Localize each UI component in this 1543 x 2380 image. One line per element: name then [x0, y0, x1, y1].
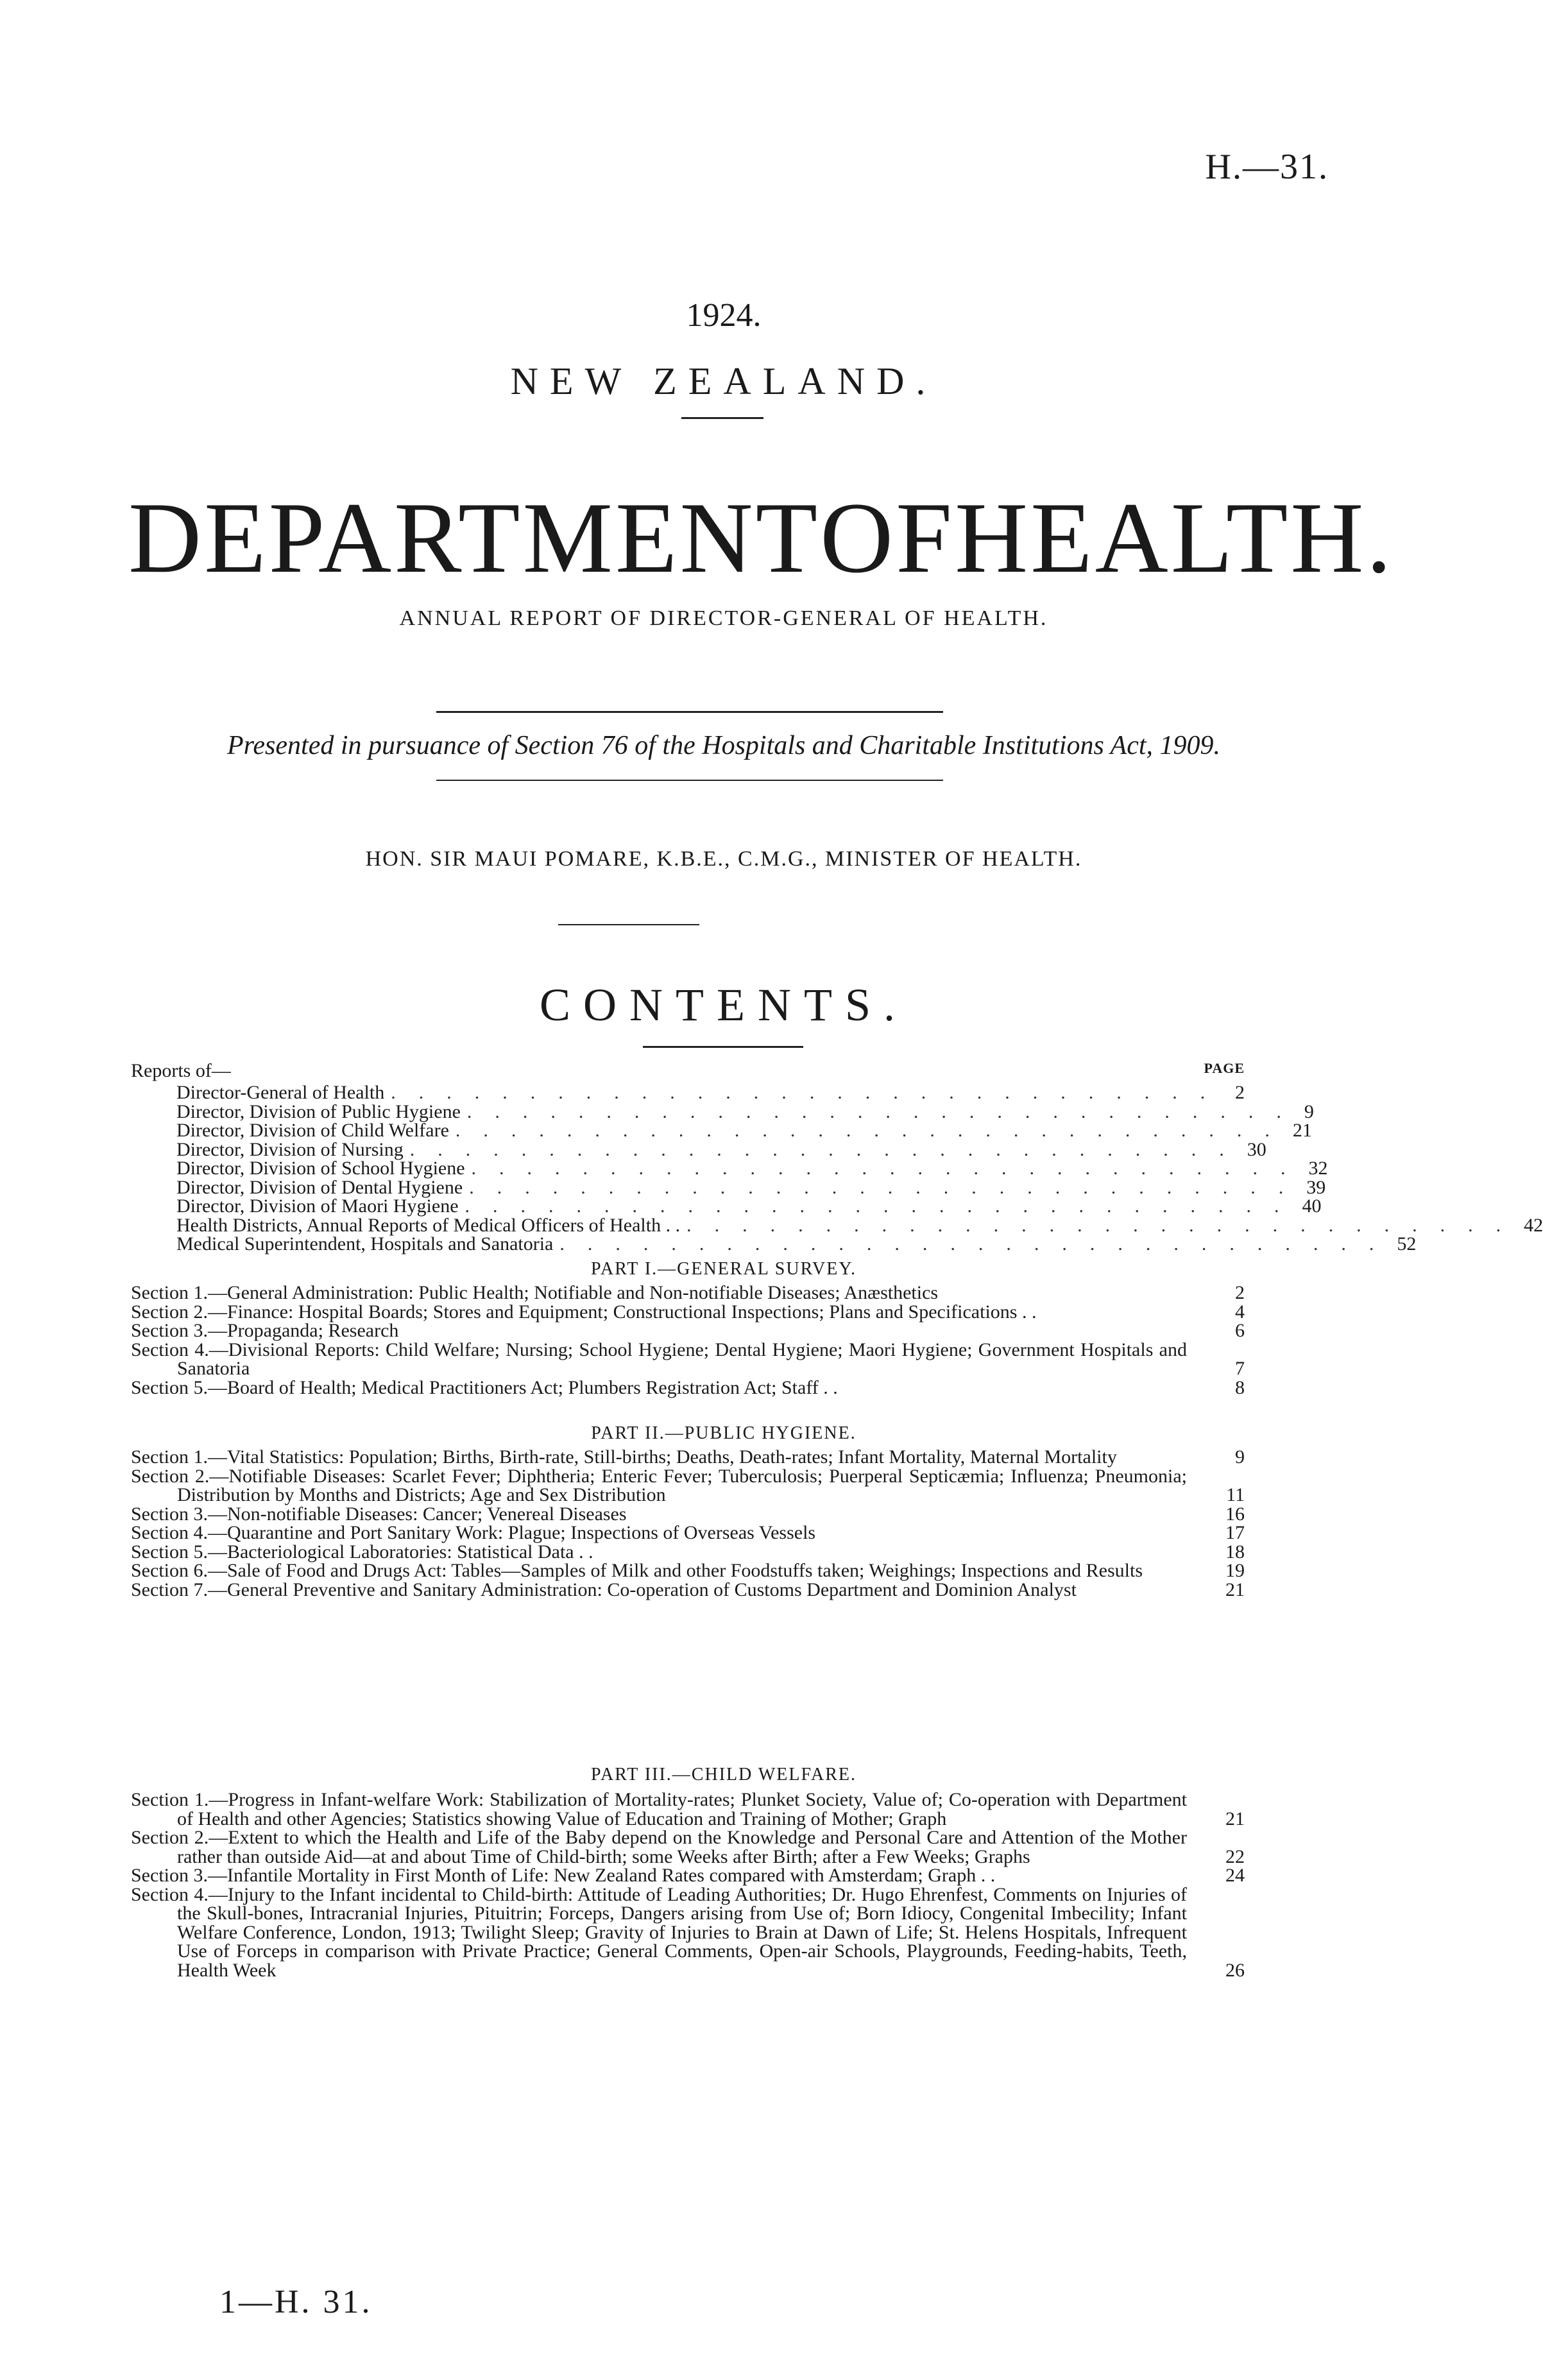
report-page: 40	[1302, 1195, 1322, 1217]
contents-title: CONTENTS.	[540, 979, 908, 1031]
report-entry: Director-General of Health .............................. 2	[176, 1082, 1245, 1103]
section-text: Section 1.—Vital Statistics: Population; Births, Birth-rate, Still-births; Deaths, Death-rates; Infant Mortality, Maternal Mortality	[131, 1446, 1117, 1468]
report-page: 21	[1292, 1120, 1312, 1141]
department-word: OF	[820, 482, 955, 594]
part-sections	[131, 1448, 1245, 1599]
section-page: 6	[1235, 1320, 1245, 1341]
report-page: 30	[1247, 1138, 1266, 1160]
report-title: Medical Superintendent, Hospitals and Sanatoria	[176, 1233, 554, 1254]
section-page: 17	[1225, 1522, 1245, 1543]
report-page: 32	[1308, 1158, 1328, 1179]
divider	[436, 780, 943, 781]
section-entry	[131, 1828, 1245, 1866]
section-text: Section 3.—Infantile Mortality in First Month of Life: New Zealand Rates compared with Amsterdam; Graph . .	[131, 1865, 996, 1886]
section-text: Section 3.—Non-notifiable Diseases: Cancer; Venereal Diseases	[131, 1503, 627, 1525]
part-sections	[131, 1790, 1245, 1980]
section-page: 9	[1235, 1446, 1245, 1468]
part-sections	[131, 1283, 1245, 1397]
report-title: Director, Division of School Hygiene	[176, 1158, 465, 1179]
minister-line: HON. SIR MAUI POMARE, K.B.E., C.M.G., MINISTER OF HEALTH.	[365, 847, 1082, 871]
report-title: Director-General of Health	[176, 1082, 385, 1103]
section-text: Section 3.—Propaganda; Research	[131, 1320, 399, 1341]
section-page: 19	[1225, 1560, 1245, 1581]
report-entry: Director, Division of Public Hygiene .............................. 9	[176, 1100, 1314, 1122]
section-page: 26	[1225, 1959, 1245, 1981]
report-title: Director, Division of Public Hygiene	[176, 1100, 461, 1122]
report-title: Health Districts, Annual Reports of Medical Officers of Health . .	[176, 1214, 681, 1236]
section-entry	[131, 1467, 1245, 1505]
section-page: 21	[1225, 1579, 1245, 1600]
section-text: Section 2.—Notifiable Diseases: Scarlet Fever; Diphtheria; Enteric Fever; Tuberculosis; Puerperal Septicæmia; Influenza; Pneumonia; Distribution by Months and Districts; Age and Sex Distribution	[131, 1465, 1187, 1505]
report-entry: Director, Division of Maori Hygiene .............................. 40	[176, 1195, 1322, 1217]
section-page: 11	[1226, 1484, 1245, 1505]
report-title: Director, Division of Dental Hygiene	[176, 1176, 463, 1198]
section-entry	[131, 1523, 1245, 1543]
part-heading: PART I.—GENERAL SURVEY.	[591, 1259, 857, 1279]
section-text: Section 2.—Extent to which the Health and Life of the Baby depend on the Knowledge and Personal Care and Attention of the Mother rather than outside Aid—at and about Time of Child-birth; some Weeks after Birth; after a Few Weeks; Graphs	[131, 1827, 1187, 1867]
report-page: 39	[1306, 1176, 1326, 1198]
divider	[681, 417, 763, 419]
section-entry	[131, 1340, 1245, 1378]
country: NEW ZEALAND.	[510, 360, 937, 402]
report-entry: Director, Division of School Hygiene .............................. 32	[176, 1158, 1328, 1179]
divider	[558, 924, 699, 925]
report-entry: Medical Superintendent, Hospitals and Sanatoria .............................. 52	[176, 1233, 1417, 1254]
report-title: Director, Division of Child Welfare	[176, 1120, 449, 1141]
section-text: Section 2.—Finance: Hospital Boards; Stores and Equipment; Constructional Inspections; Plans and Specifications . .	[131, 1301, 1037, 1323]
section-entry	[131, 1283, 1245, 1303]
document-code: H.—31.	[1205, 147, 1329, 187]
section-text: Section 4.—Quarantine and Port Sanitary Work: Plague; Inspections of Overseas Vessels	[131, 1522, 816, 1543]
subtitle: ANNUAL REPORT OF DIRECTOR-GENERAL OF HEALTH.	[399, 606, 1048, 630]
section-page: 21	[1225, 1808, 1245, 1829]
section-page: 2	[1235, 1282, 1245, 1303]
section-entry	[131, 1580, 1245, 1600]
department-title	[128, 482, 1394, 594]
section-text: Section 4.—Divisional Reports: Child Welfare; Nursing; School Hygiene; Dental Hygiene; Maori Hygiene; Government Hospitals and Sanatoria	[131, 1339, 1187, 1379]
reports-list	[176, 1082, 1543, 1254]
report-page: 42	[1524, 1214, 1543, 1236]
section-entry	[131, 1561, 1245, 1580]
section-entry	[131, 1885, 1245, 1980]
signature-mark: 1—H. 31.	[219, 2284, 373, 2320]
reports-header: Reports of—	[131, 1060, 231, 1081]
section-page: 8	[1235, 1376, 1245, 1398]
section-page: 24	[1225, 1865, 1245, 1886]
report-entry: Health Districts, Annual Reports of Medical Officers of Health . . .............................. 42	[176, 1214, 1543, 1236]
section-entry	[131, 1378, 1245, 1398]
section-text: Section 6.—Sale of Food and Drugs Act: Tables—Samples of Milk and other Foodstuffs taken; Weighings; Inspections and Results	[131, 1560, 1143, 1581]
section-entry	[131, 1505, 1245, 1524]
report-entry: Director, Division of Nursing .............................. 30	[176, 1138, 1266, 1160]
section-page: 7	[1235, 1358, 1245, 1379]
section-text: Section 1.—General Administration: Public Health; Notifiable and Non-notifiable Diseases; Anæsthetics	[131, 1282, 939, 1303]
report-page: 2	[1235, 1082, 1245, 1103]
report-title: Director, Division of Nursing	[176, 1138, 404, 1160]
section-page: 18	[1225, 1541, 1245, 1562]
section-entry	[131, 1303, 1245, 1322]
section-text: Section 7.—General Preventive and Sanitary Administration: Co-operation of Customs Department and Dominion Analyst	[131, 1579, 1077, 1600]
section-page: 16	[1225, 1503, 1245, 1525]
department-word: HEALTH.	[955, 482, 1394, 594]
part-heading: PART III.—CHILD WELFARE.	[591, 1765, 857, 1785]
report-title: Director, Division of Maori Hygiene	[176, 1195, 459, 1217]
divider	[436, 711, 943, 713]
department-word: DEPARTMENT	[128, 482, 821, 594]
section-text: Section 4.—Injury to the Infant incidental to Child-birth: Attitude of Leading Authorities; Dr. Hugo Ehrenfest, Comments on Injuries of the Skull-bones, Intracranial Injuries, Pituitrin; Forceps, Dangers arising from Use of; Born Idiocy, Congenital Imbecility; Infant Welfare Conference, London, 1913; Twilight Sleep; Gravity of Injuries to Brain at Dawn of Life; St. Helens Hospitals, Infrequent Use of Forceps in comparison with Private Practice; General Comments, Open-air Schools, Playgrounds, Feeding-habits, Teeth, Health Week	[131, 1883, 1187, 1981]
report-entry: Director, Division of Dental Hygiene .............................. 39	[176, 1176, 1326, 1198]
section-page: 4	[1235, 1301, 1245, 1323]
section-text: Section 5.—Board of Health; Medical Practitioners Act; Plumbers Registration Act; Staff . .	[131, 1376, 838, 1398]
section-entry	[131, 1448, 1245, 1467]
report-entry: Director, Division of Child Welfare .............................. 21	[176, 1120, 1312, 1141]
page-column-header: PAGE	[1204, 1060, 1245, 1076]
year: 1924.	[686, 297, 762, 334]
part-heading: PART II.—PUBLIC HYGIENE.	[591, 1423, 857, 1443]
section-text: Section 5.—Bacteriological Laboratories: Statistical Data . .	[131, 1541, 593, 1562]
section-text: Section 1.—Progress in Infant-welfare Work: Stabilization of Mortality-rates; Plunket Society, Value of; Co-operation with Department of Health and other Agencies; Statistics showing Value of Education and Training of Mother; Graph	[131, 1789, 1187, 1829]
section-entry	[131, 1866, 1245, 1885]
section-page: 22	[1225, 1845, 1245, 1867]
section-entry	[131, 1321, 1245, 1340]
report-page: 9	[1304, 1100, 1314, 1122]
presented-note: Presented in pursuance of Section 76 of the Hospitals and Charitable Institutions Act, 1909.	[226, 731, 1221, 760]
section-entry	[131, 1790, 1245, 1828]
section-entry	[131, 1543, 1245, 1562]
divider	[643, 1046, 803, 1048]
report-page: 52	[1397, 1233, 1417, 1254]
